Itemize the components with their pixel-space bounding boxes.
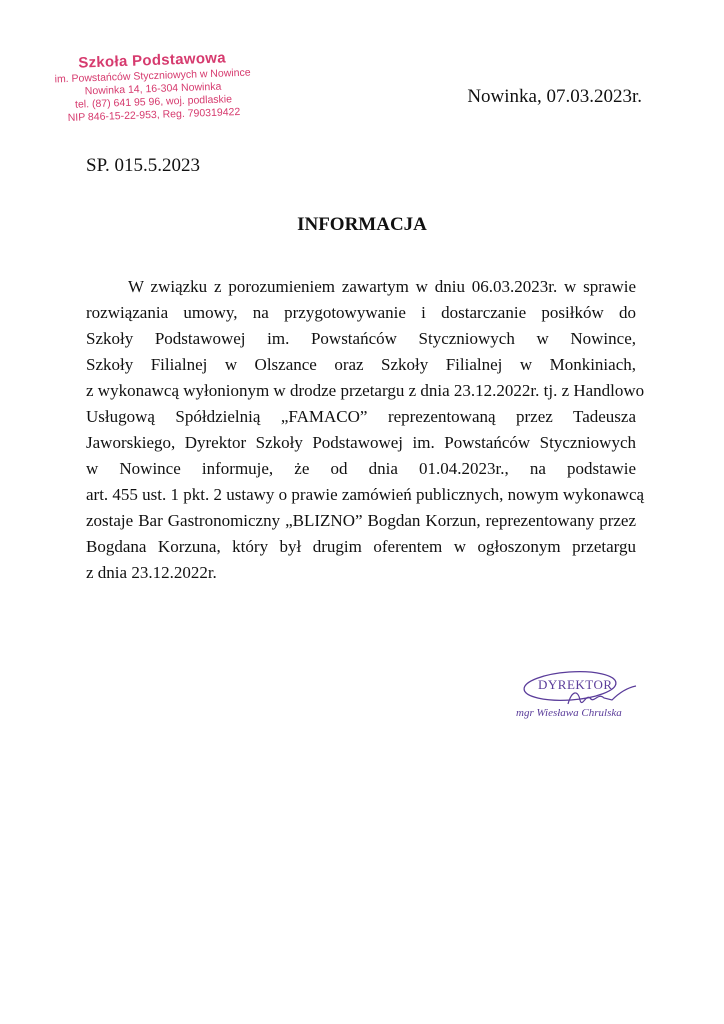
body-line: Szkoły Podstawowej im. Powstańców Styczniowych w Nowince, xyxy=(86,329,636,348)
body-line: art. 455 ust. 1 pkt. 2 ustawy o prawie zamówień publicznych, nowym wykonawcą xyxy=(86,485,645,504)
stamp-line-4: NIP 846-15-22-953, Reg. 790319422 xyxy=(67,105,241,124)
reference-number: SP. 015.5.2023 xyxy=(86,155,201,176)
body-line: z dnia 23.12.2022r. xyxy=(86,563,217,582)
stamp-line-3: tel. (87) 641 95 96, woj. podlaskie xyxy=(74,93,233,111)
body-line: z wykonawcą wyłonionym w drodze przetargu z dnia 23.12.2022r. tj. z Handlowo xyxy=(86,381,645,400)
stamp-title: Szkoła Podstawowa xyxy=(77,49,227,72)
document-date: Nowinka, 07.03.2023r. xyxy=(467,86,642,107)
signature-role: DYREKTOR xyxy=(538,677,613,692)
school-stamp xyxy=(45,48,261,125)
body-line: W związku z porozumieniem zawartym w dniu 06.03.2023r. w sprawie xyxy=(128,277,636,296)
signature-name: mgr Wiesława Chrulska xyxy=(516,707,622,719)
director-signature xyxy=(508,664,648,724)
body-line: w Nowince informuje, że od dnia 01.04.2023r., na podstawie xyxy=(86,459,636,478)
body-line: rozwiązania umowy, na przygotowywanie i dostarczanie posiłków do xyxy=(86,303,636,322)
body-line: zostaje Bar Gastronomiczny „BLIZNO” Bogdan Korzun, reprezentowany przez xyxy=(86,511,636,530)
body-line: Szkoły Filialnej w Olszance oraz Szkoły Filialnej w Monkiniach, xyxy=(86,355,636,374)
stamp-line-2: Nowinka 14, 16-304 Nowinka xyxy=(84,80,222,98)
document-body xyxy=(86,274,645,586)
stamp-line-1: im. Powstańców Styczniowych w Nowince xyxy=(54,66,251,86)
body-line: Jaworskiego, Dyrektor Szkoły Podstawowej im. Powstańców Styczniowych xyxy=(86,433,636,452)
body-line: Usługową Spółdzielnią „FAMACO” reprezentowaną przez Tadeusza xyxy=(86,407,636,426)
body-line: Bogdana Korzuna, który był drugim oferentem w ogłoszonym przetargu xyxy=(86,537,636,556)
document-title: INFORMACJA xyxy=(297,214,427,235)
